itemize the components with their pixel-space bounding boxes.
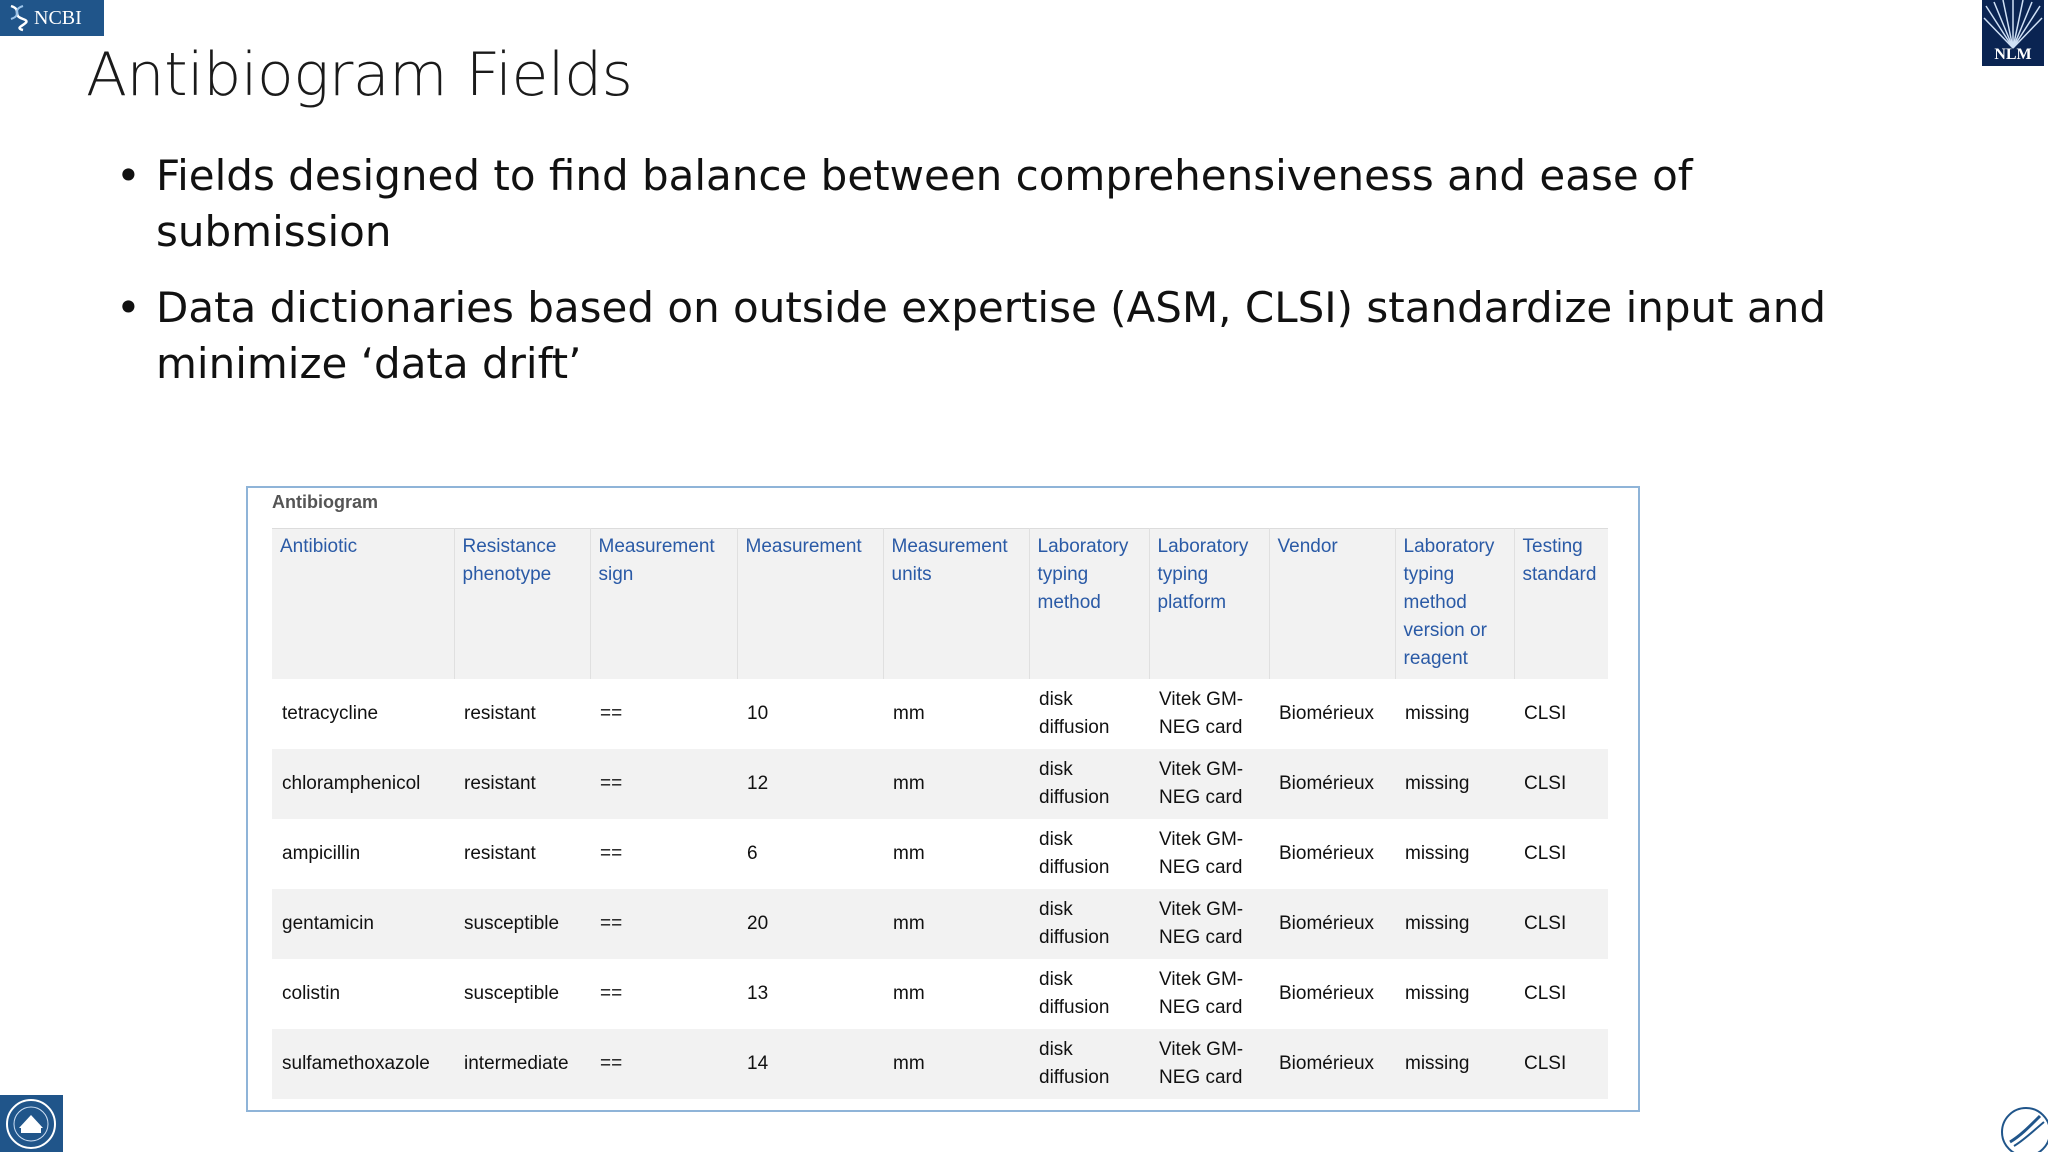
table-cell: resistant: [464, 703, 536, 724]
table-cell: Vitek GM-NEG card: [1149, 1029, 1269, 1099]
nih-logo: [0, 1095, 63, 1152]
column-header: Laboratory typing method version or reagent: [1395, 529, 1514, 680]
table-cell: disk diffusion: [1039, 829, 1110, 878]
column-header: Laboratory typing platform: [1149, 529, 1269, 680]
table-cell: CLSI: [1514, 889, 1608, 959]
table-cell: chloramphenicol: [272, 749, 454, 819]
hhs-eagle-icon: [1996, 1102, 2048, 1152]
nlm-logo: [1982, 0, 2044, 66]
column-header: Resistance phenotype: [454, 529, 590, 680]
table-cell: CLSI: [1514, 1029, 1608, 1099]
table-cell: sulfamethoxazole: [272, 1029, 454, 1099]
table-cell: Biomérieux: [1279, 843, 1375, 864]
table-cell: disk diffusion: [1039, 689, 1110, 738]
table-cell: mm: [883, 889, 1029, 959]
nih-seal-icon: [0, 1095, 63, 1152]
table-cell: 20: [737, 889, 883, 959]
dna-helix-icon: [6, 3, 28, 33]
column-header: Testing standard: [1514, 529, 1608, 680]
column-header: Antibiotic: [272, 529, 454, 680]
ncbi-logo: [0, 0, 104, 36]
table-header-row: [272, 529, 1608, 680]
table-cell: Biomérieux: [1269, 889, 1395, 959]
table-cell: ==: [600, 843, 623, 864]
table-cell: resistant: [454, 749, 590, 819]
table-cell: CLSI: [1524, 843, 1567, 864]
ncbi-logo-text: NCBI: [34, 6, 82, 29]
table-cell: missing: [1405, 843, 1470, 864]
table-cell: susceptible: [464, 983, 560, 1004]
table-cell: 6: [747, 843, 758, 864]
nlm-logo-text: NLM: [1994, 46, 2032, 63]
table-cell: ==: [600, 703, 623, 724]
column-header: Laboratory typing method: [1029, 529, 1149, 680]
table-cell: Biomérieux: [1279, 703, 1375, 724]
table-cell: tetracycline: [282, 703, 379, 724]
table-cell: disk diffusion: [1029, 889, 1149, 959]
table-row: [272, 679, 1608, 749]
table-cell: susceptible: [454, 889, 590, 959]
table-cell: Vitek GM-NEG card: [1159, 969, 1244, 1018]
table-cell: Vitek GM-NEG card: [1149, 889, 1269, 959]
table-cell: disk diffusion: [1029, 1029, 1149, 1099]
table-cell: CLSI: [1524, 983, 1567, 1004]
table-cell: Biomérieux: [1279, 983, 1375, 1004]
table-cell: 14: [737, 1029, 883, 1099]
table-cell: ==: [590, 889, 737, 959]
table-cell: Biomérieux: [1269, 749, 1395, 819]
table-cell: ==: [600, 983, 623, 1004]
table-cell: Biomérieux: [1269, 1029, 1395, 1099]
table-cell: mm: [883, 749, 1029, 819]
bullet-list: [110, 148, 1870, 412]
table-cell: 10: [747, 703, 769, 724]
table-cell: 13: [747, 983, 769, 1004]
table-cell: intermediate: [454, 1029, 590, 1099]
column-header: Measurement: [737, 529, 883, 680]
table-cell: CLSI: [1514, 749, 1608, 819]
table-cell: colistin: [282, 983, 341, 1004]
table-cell: missing: [1395, 1029, 1514, 1099]
table-cell: ==: [590, 749, 737, 819]
bullet-item: • Fields designed to find balance between comprehensiveness and ease of submission: [110, 148, 1870, 260]
bullet-item: • Data dictionaries based on outside expertise (ASM, CLSI) standardize input and minimize ‘data drift’: [110, 280, 1870, 392]
table-cell: 12: [737, 749, 883, 819]
hhs-logo: [1996, 1102, 2048, 1152]
table-cell: Vitek GM-NEG card: [1159, 689, 1244, 738]
table-cell: disk diffusion: [1039, 969, 1110, 1018]
table-cell: CLSI: [1524, 703, 1567, 724]
table-cell: missing: [1395, 749, 1514, 819]
table-cell: mm: [893, 703, 925, 724]
table-cell: missing: [1395, 889, 1514, 959]
table-cell: Vitek GM-NEG card: [1159, 829, 1244, 878]
table-cell: ampicillin: [282, 843, 361, 864]
column-header: Measurement sign: [590, 529, 737, 680]
table-cell: ==: [590, 1029, 737, 1099]
table-row: [272, 749, 1608, 819]
table-row: [272, 819, 1608, 889]
table-cell: resistant: [464, 843, 536, 864]
column-header: Measurement units: [883, 529, 1029, 680]
nlm-rays-icon: [1982, 0, 2044, 50]
table-cell: Vitek GM-NEG card: [1149, 749, 1269, 819]
antibiogram-table: [272, 528, 1608, 1099]
table-cell: mm: [883, 1029, 1029, 1099]
table-cell: missing: [1405, 983, 1470, 1004]
table-row: [272, 959, 1608, 1029]
table-cell: mm: [893, 983, 925, 1004]
table-cell: missing: [1405, 703, 1470, 724]
table-row: [272, 889, 1608, 959]
table-caption: Antibiogram: [272, 492, 378, 512]
antibiogram-table-frame: [246, 486, 1640, 1112]
table-cell: disk diffusion: [1029, 749, 1149, 819]
table-row: [272, 1029, 1608, 1099]
slide-title: Antibiogram Fields: [86, 40, 633, 110]
table-cell: mm: [893, 843, 925, 864]
table-cell: gentamicin: [272, 889, 454, 959]
column-header: Vendor: [1269, 529, 1395, 680]
